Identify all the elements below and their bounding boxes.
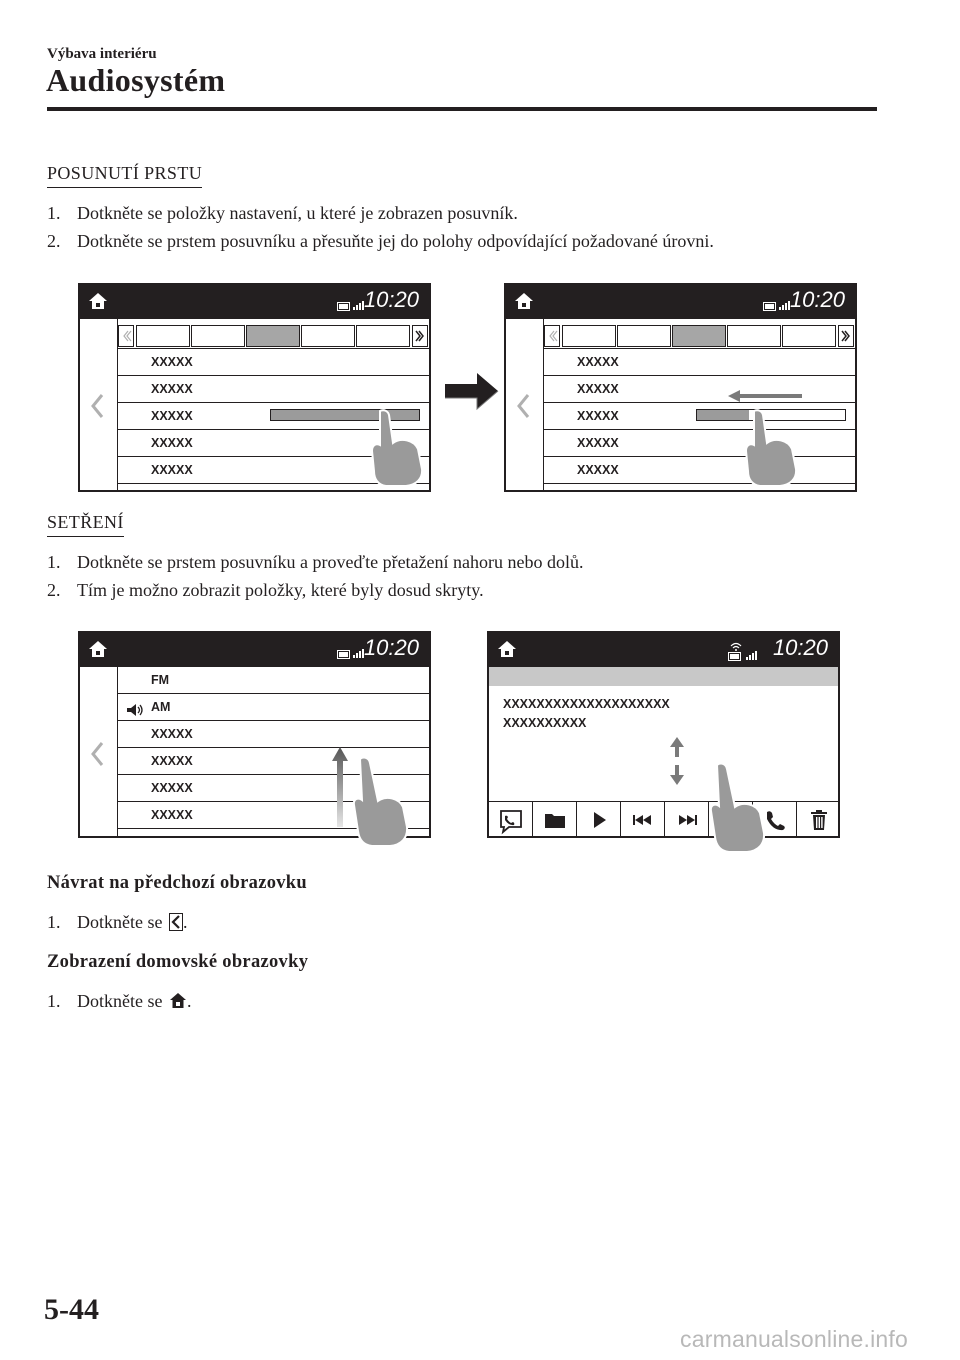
back-step — [47, 912, 187, 936]
list-item[interactable]: FM — [118, 667, 429, 694]
slide-steps — [47, 199, 714, 255]
slide-direction-arrow-icon — [728, 389, 804, 408]
list-item-label: AM — [151, 700, 171, 714]
left-column — [506, 319, 544, 490]
back-icon[interactable] — [90, 741, 104, 772]
home-icon[interactable] — [514, 292, 534, 315]
step-end: . — [186, 991, 192, 1011]
section-label: Výbava interiéru — [47, 46, 157, 62]
step-text: Dotkněte se položky nastavení, u které je zobrazen posuvník. — [77, 203, 518, 223]
page-number: 5-44 — [44, 1293, 99, 1326]
prev-tab-icon[interactable] — [544, 325, 560, 347]
message-body — [503, 695, 670, 733]
list-item[interactable]: XXXXX — [118, 748, 429, 775]
tab-active[interactable] — [672, 325, 726, 347]
tab-active[interactable] — [246, 325, 300, 347]
list-item[interactable]: XXXXX — [118, 430, 429, 457]
home-heading: Zobrazení domovské obrazovky — [47, 952, 309, 972]
left-column — [80, 667, 118, 836]
home-icon[interactable] — [88, 292, 108, 315]
slider-screen-before — [78, 283, 431, 492]
tab[interactable] — [727, 325, 781, 347]
tab[interactable] — [562, 325, 616, 347]
list-item[interactable] — [118, 694, 429, 721]
step-text: Dotkněte se prstem posuvníku a přesuňte jej do polohy odpovídající požadované úrovni. — [77, 231, 714, 251]
tab-bar — [118, 321, 429, 349]
home-icon[interactable] — [88, 640, 108, 663]
swipe-up-arrow-icon — [332, 747, 348, 832]
list-item[interactable]: XXXXX — [118, 721, 429, 748]
message-header-bar — [489, 667, 838, 686]
clock: 10:20 — [772, 635, 828, 660]
finger-icon — [709, 761, 767, 858]
status-bar — [506, 285, 855, 319]
step-text: Dotkněte se — [77, 991, 163, 1011]
list-item[interactable]: XXXXX — [118, 403, 429, 430]
status-bar — [489, 633, 838, 667]
forward-tab-icon[interactable] — [838, 325, 854, 347]
message-screen — [487, 631, 840, 838]
message-icon[interactable] — [489, 802, 533, 838]
step-number: 1. — [47, 912, 61, 932]
status-bar — [80, 285, 429, 319]
tab[interactable] — [301, 325, 355, 347]
step-number: 1. — [47, 991, 61, 1011]
control-bar — [489, 801, 838, 838]
battery-icon — [728, 648, 742, 666]
clock: 10:20 — [363, 635, 419, 660]
home-icon[interactable] — [497, 640, 517, 663]
tab[interactable] — [617, 325, 671, 347]
swipe-steps — [47, 548, 584, 604]
list-item[interactable]: XXXXX — [118, 376, 429, 403]
list-item[interactable]: XXXXX — [544, 430, 855, 457]
list-item[interactable]: XXXXX — [118, 349, 429, 376]
message-line: XXXXXXXXXXXXXXXXXXXX — [503, 697, 670, 711]
step-end: . — [182, 912, 188, 932]
slide-step-2 — [47, 227, 714, 255]
swipe-step-2 — [47, 576, 584, 604]
tab[interactable] — [136, 325, 190, 347]
slide-heading: POSUNUTÍ PRSTU — [47, 163, 202, 188]
tab-bar — [544, 321, 855, 349]
list-item[interactable]: XXXXX — [118, 802, 429, 829]
step-number: 1. — [47, 552, 61, 572]
finger-icon — [352, 755, 410, 852]
swipe-step-1 — [47, 548, 584, 576]
tab[interactable] — [782, 325, 836, 347]
clock: 10:20 — [789, 287, 845, 312]
play-icon[interactable] — [577, 802, 621, 838]
prev-icon[interactable] — [621, 802, 665, 838]
forward-tab-icon[interactable] — [412, 325, 428, 347]
back-icon[interactable] — [90, 393, 104, 424]
list-item[interactable]: XXXXX — [544, 376, 855, 403]
message-line: XXXXXXXXXX — [503, 716, 587, 730]
back-icon[interactable] — [516, 393, 530, 424]
step-text: Tím je možno zobrazit položky, které byly dosud skryty. — [77, 580, 484, 600]
slider-screen-after — [504, 283, 857, 492]
watermark: carmanualsonline.info — [680, 1326, 908, 1352]
scroll-updown-arrow-icon — [669, 737, 685, 790]
step-text: Dotkněte se prstem posuvníku a proveďte přetažení nahoru nebo dolů. — [77, 552, 584, 572]
arrow-right-icon — [445, 371, 499, 416]
home-step — [47, 991, 191, 1015]
back-heading: Návrat na předchozí obrazovku — [47, 873, 307, 893]
step-number: 1. — [47, 203, 61, 223]
tab[interactable] — [191, 325, 245, 347]
home-icon — [169, 992, 187, 1015]
list-item[interactable]: XXXXX — [544, 349, 855, 376]
folder-icon[interactable] — [533, 802, 577, 838]
list-item[interactable]: XXXXX — [544, 457, 855, 484]
step-number: 2. — [47, 231, 61, 251]
list-item[interactable]: XXXXX — [118, 775, 429, 802]
header-divider — [47, 107, 877, 111]
finger-icon — [742, 407, 800, 492]
back-icon — [169, 913, 183, 936]
list-item[interactable]: XXXXX — [118, 457, 429, 484]
tab[interactable] — [356, 325, 410, 347]
battery-icon — [763, 298, 777, 316]
left-column — [80, 319, 118, 490]
page-title: Audiosystém — [46, 62, 226, 98]
next-icon[interactable] — [665, 802, 709, 838]
battery-icon — [337, 646, 351, 664]
prev-tab-icon[interactable] — [118, 325, 134, 347]
radio-list-screen — [78, 631, 431, 838]
slide-step-1 — [47, 199, 714, 227]
swipe-heading: SETŘENÍ — [47, 512, 124, 537]
status-bar — [80, 633, 429, 667]
battery-icon — [337, 298, 351, 316]
list-item[interactable]: XXXXX — [544, 403, 855, 430]
step-text: Dotkněte se — [77, 912, 163, 932]
finger-icon — [368, 407, 426, 492]
clock: 10:20 — [363, 287, 419, 312]
signal-icon — [746, 647, 760, 665]
step-number: 2. — [47, 580, 61, 600]
trash-icon[interactable] — [797, 802, 841, 838]
